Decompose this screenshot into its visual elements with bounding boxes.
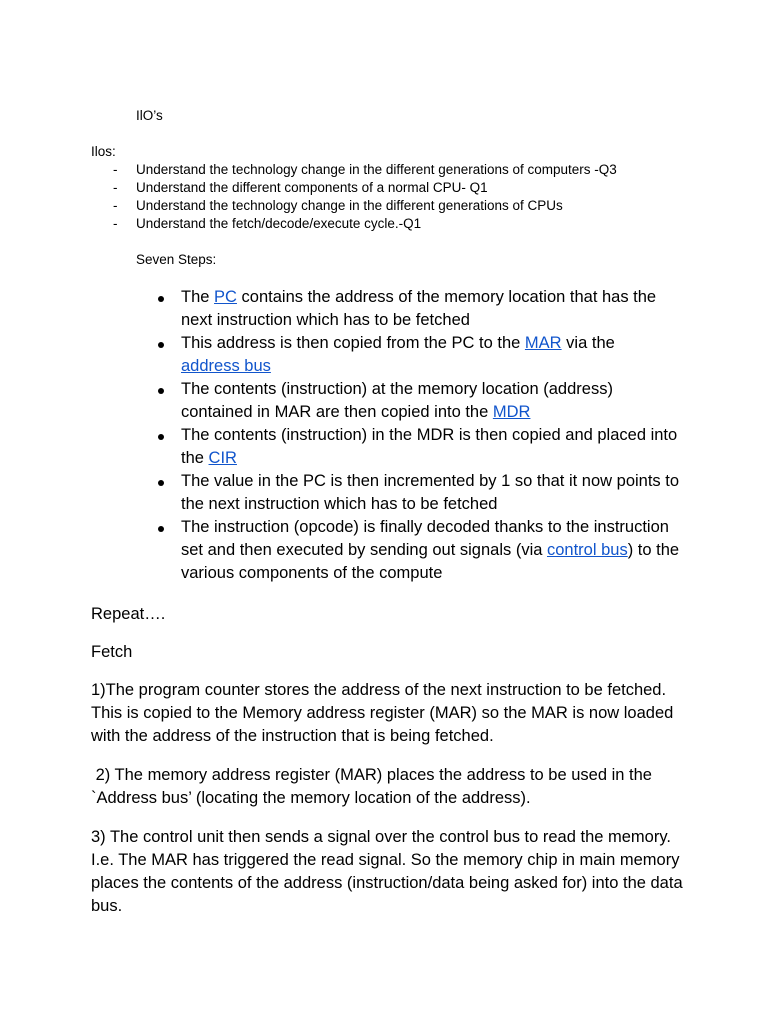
step-item [158,332,688,378]
step-item [158,470,688,516]
bullet-icon [158,480,164,486]
step-item [158,286,688,332]
bullet-icon [158,526,164,532]
bullet-icon [158,296,164,302]
step-text: The [181,288,215,306]
list-dash: - [113,180,118,195]
ilos-item [91,179,617,197]
paragraph-2: 2) The memory address register (MAR) places the address to be used in the `Address bus’ (locating the memory location of the address). [91,766,657,807]
cir-link[interactable]: CIR [208,449,237,467]
ilos-item [91,161,617,179]
seven-steps-label: Seven Steps: [136,252,217,267]
ilos-item-text: Understand the technology change in the different generations of CPUs [136,198,563,213]
step-text: contains the address of the memory location that has the next instruction which has to be fetched [181,288,657,329]
ilos-item [91,215,617,233]
bullet-icon [158,342,164,348]
step-text: ) to the various components of the compute [181,541,680,582]
steps-list [158,286,688,585]
ilos-item-text: Understand the fetch/decode/execute cycle.-Q1 [136,216,422,231]
control-bus-link[interactable]: control bus [547,541,628,559]
paragraph-1: 1)The program counter stores the address of the next instruction to be fetched. This is copied to the Memory address register (MAR) so the MAR is now loaded with the address of the instruction that is being fetched. [91,681,674,745]
step-text: The contents (instruction) in the MDR is then copied and placed into the [181,426,678,467]
list-dash: - [113,162,118,177]
ilos-item [91,197,617,215]
fetch-heading: Fetch [91,643,133,661]
step-item [158,378,688,424]
step-text: This address is then copied from the PC to the [181,334,525,352]
repeat-text: Repeat…. [91,605,166,623]
ilos-label: Ilos: [91,144,116,159]
ilos-item-text: Understand the different components of a normal CPU- Q1 [136,180,488,195]
bullet-icon [158,388,164,394]
bullet-icon [158,434,164,440]
step-text: The instruction (opcode) is finally decoded thanks to the instruction set and then executed by sending out signals (via [181,518,669,559]
step-text: The contents (instruction) at the memory location (address) contained in MAR are then copied into the [181,380,613,421]
list-dash: - [113,216,118,231]
pc-link[interactable]: PC [214,288,237,306]
mar-link[interactable]: MAR [524,334,562,352]
ilos-list [91,161,617,233]
step-text: The value in the PC is then incremented by 1 so that it now points to the next instruction which has to be fetched [181,472,680,513]
address-bus-link[interactable]: address bus [181,357,271,375]
ilos-item-text: Understand the technology change in the different generations of computers -Q3 [136,162,617,177]
mdr-link[interactable]: MDR [492,403,531,421]
list-dash: - [113,198,118,213]
ilos-heading: IlO’s [136,108,163,123]
paragraph-3: 3) The control unit then sends a signal over the control bus to read the memory. I.e. The MAR has triggered the read signal. So the memory chip in main memory places the contents of the address (instruction/data being asked for) into the data bus. [91,828,683,915]
step-item [158,424,688,470]
step-text: via the [561,334,615,352]
step-item [158,516,688,585]
